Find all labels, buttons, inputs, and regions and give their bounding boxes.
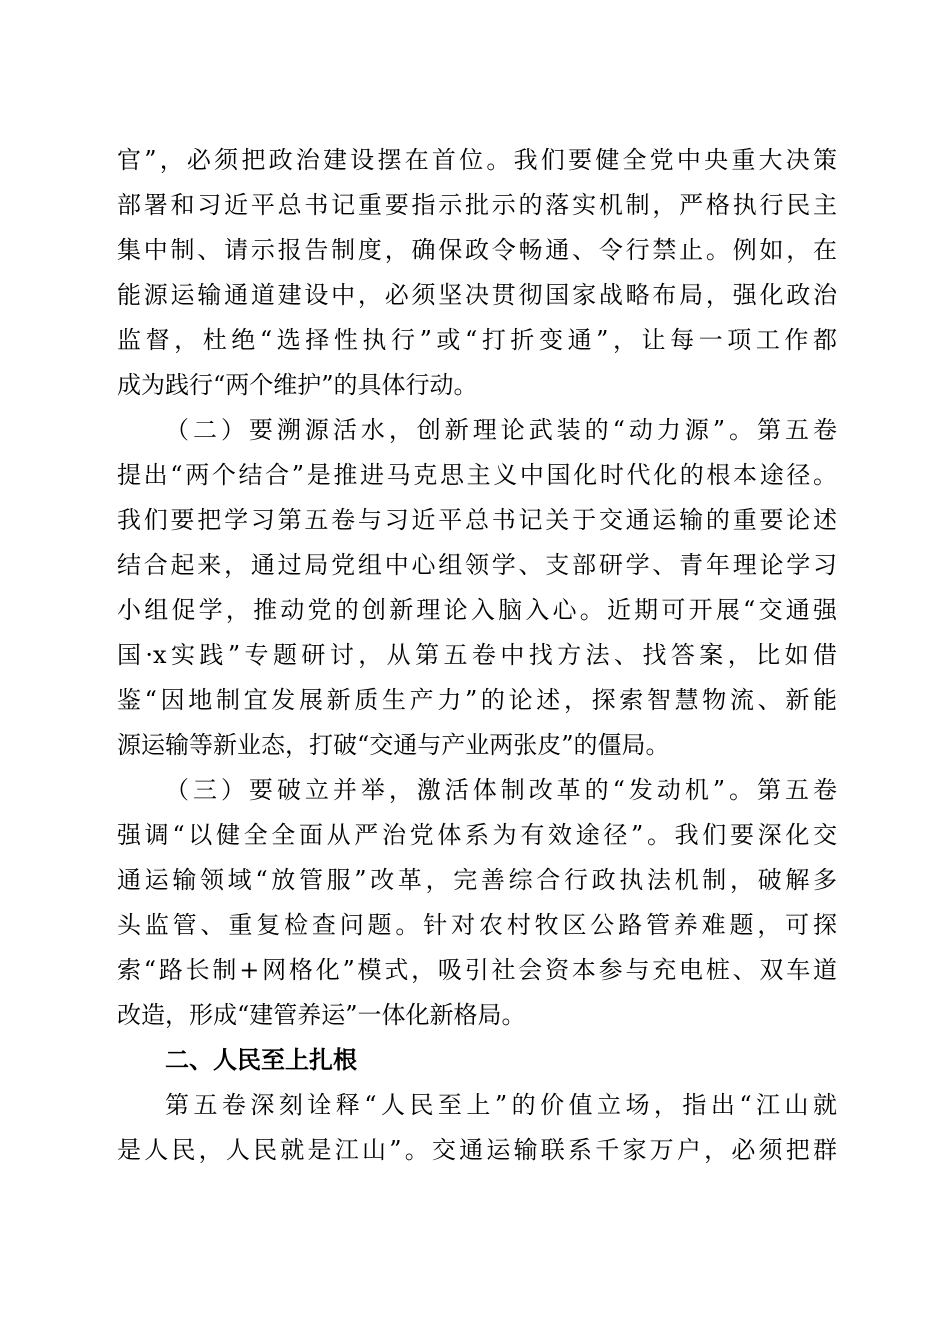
document-body [117,138,837,1173]
paragraph-system-reform [117,768,837,1038]
text-line: 改造，形成“建管养运”一体化新格局。 [117,1001,526,1029]
text-line: 官”，必须把政治建设摆在首位。我们要健全党中央重大决策 [117,146,837,174]
text-line: 提出“两个结合”是推进马克思主义中国化时代化的根本途径。 [117,461,837,489]
section-title: 二、人民至上扎根 [165,1046,357,1074]
text-line: （三）要破立并举，激活体制改革的“发动机”。第五卷 [165,776,837,804]
text-line: （二）要溯源活水，创新理论武装的“动力源”。第五卷 [165,416,837,444]
text-line: 部署和习近平总书记重要指示批示的落实机制，严格执行民主 [117,191,837,219]
text-line: 通运输领域“放管服”改革，完善综合行政执法机制，破解多 [117,866,837,894]
text-line: 小组促学，推动党的创新理论入脑入心。近期可开展“交通强 [117,596,837,624]
text-line: 第五卷深刻诠释“人民至上”的价值立场，指出“江山就 [165,1091,837,1119]
text-line: 监督，杜绝“选择性执行”或“打折变通”，让每一项工作都 [117,326,837,354]
paragraph-people-first [117,1083,837,1173]
text-line: 能源运输通道建设中，必须坚决贯彻国家战略布局，强化政治 [117,281,837,309]
text-line: 头监管、重复检查问题。针对农村牧区公路管养难题，可探 [117,911,837,939]
text-line: 成为践行“两个维护”的具体行动。 [117,371,478,399]
text-line: 是人民，人民就是江山”。交通运输联系千家万户，必须把群 [117,1136,837,1164]
paragraph-political-building [117,138,837,408]
text-line: 强调“以健全全面从严治党体系为有效途径”。我们要深化交 [117,821,837,849]
paragraph-theory-armament [117,408,837,768]
text-line: 集中制、请示报告制度，确保政令畅通、令行禁止。例如，在 [117,236,837,264]
text-line: 索“路长制+网格化”模式，吸引社会资本参与充电桩、双车道 [117,956,837,984]
text-line: 结合起来，通过局党组中心组领学、支部研学、青年理论学习 [117,551,837,579]
section-heading [117,1038,837,1083]
text-line: 源运输等新业态，打破“交通与产业两张皮”的僵局。 [117,731,670,759]
text-line: 鉴“因地制宜发展新质生产力”的论述，探索智慧物流、新能 [117,686,837,714]
text-line: 我们要把学习第五卷与习近平总书记关于交通运输的重要论述 [117,506,837,534]
text-line: 国·x实践”专题研讨，从第五卷中找方法、找答案，比如借 [117,641,837,669]
